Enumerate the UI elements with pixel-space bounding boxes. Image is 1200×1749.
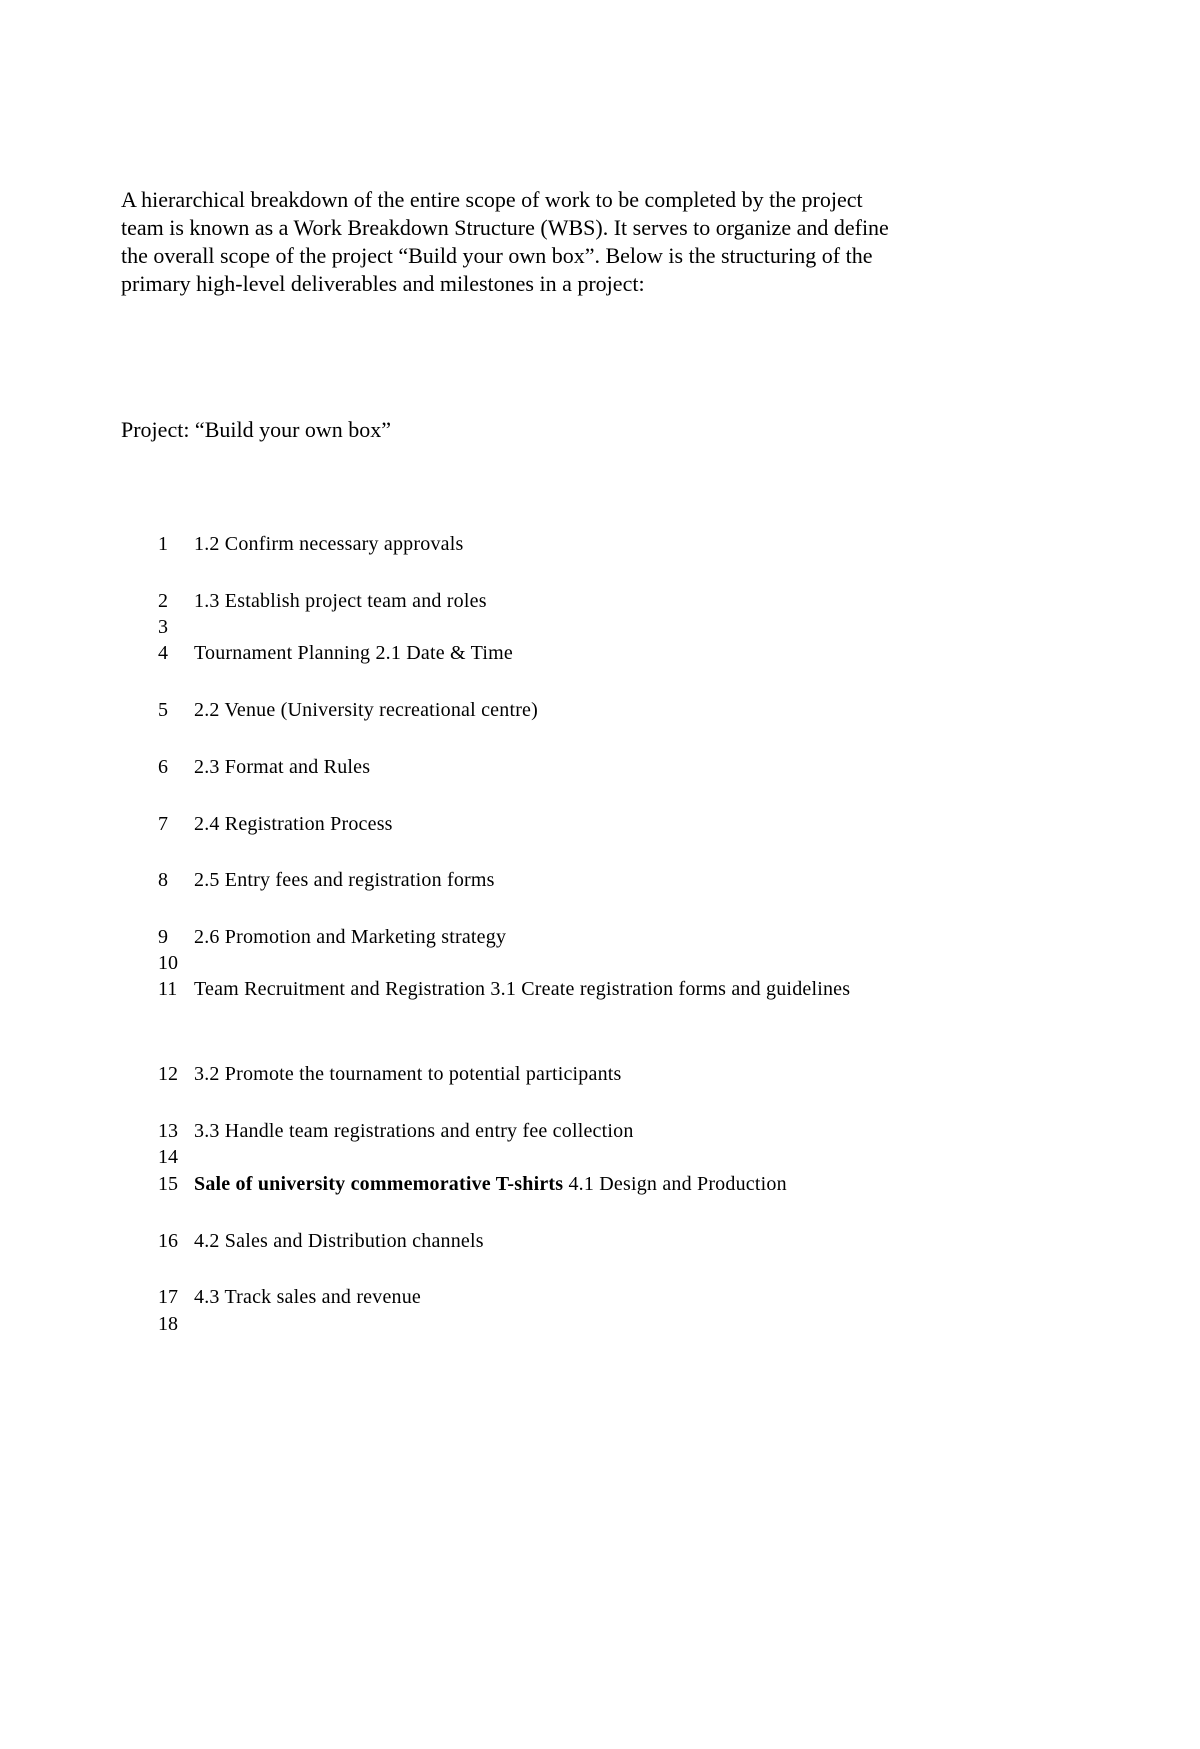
wbs-row-number: 4: [158, 642, 168, 664]
wbs-row-number: 14: [158, 1146, 178, 1168]
wbs-row-number: 1: [158, 533, 168, 555]
wbs-row-text: 1.2 Confirm necessary approvals: [194, 533, 464, 555]
wbs-row-text: 1.3 Establish project team and roles: [194, 590, 487, 612]
wbs-row-number: 16: [158, 1230, 178, 1252]
wbs-row-text: 2.5 Entry fees and registration forms: [194, 869, 495, 891]
wbs-row-number: 13: [158, 1120, 178, 1142]
wbs-row-text: Team Recruitment and Registration 3.1 Create registration forms and guidelines: [194, 978, 851, 1000]
wbs-row-number: 7: [158, 813, 168, 835]
wbs-row-number: 11: [158, 978, 178, 1000]
intro-paragraph: A hierarchical breakdown of the entire scope of work to be completed by the project team is known as a Work Breakdown Structure (WBS). It serves to organize and define the overall scope of the project “Build your own box”. Below is the structuring of the primary high-level deliverables and milestones in a project:: [121, 187, 889, 296]
wbs-row-number: 3: [158, 616, 168, 638]
wbs-row-number: 15: [158, 1173, 178, 1195]
wbs-row-text: 3.2 Promote the tournament to potential participants: [194, 1063, 622, 1085]
wbs-row-text: 4.2 Sales and Distribution channels: [194, 1230, 484, 1252]
project-title-line: Project: “Build your own box”: [121, 417, 392, 442]
wbs-row-text: 4.3 Track sales and revenue: [194, 1286, 422, 1308]
wbs-row-number: 17: [158, 1286, 178, 1308]
wbs-row-number: 5: [158, 699, 168, 721]
wbs-row-number: 9: [158, 926, 168, 948]
wbs-row-text: 3.3 Handle team registrations and entry fee collection: [194, 1120, 634, 1142]
wbs-row-number: 18: [158, 1313, 178, 1335]
wbs-row-number: 12: [158, 1063, 178, 1085]
wbs-row-bold-heading: Sale of university commemorative T-shirts: [194, 1173, 564, 1195]
wbs-row-number: 2: [158, 590, 168, 612]
wbs-row-text: 2.3 Format and Rules: [194, 756, 371, 778]
wbs-row-text: 2.6 Promotion and Marketing strategy: [194, 926, 507, 948]
wbs-row-number: 10: [158, 952, 178, 974]
wbs-row-text: 2.2 Venue (University recreational centre): [194, 699, 538, 721]
wbs-row-text: 2.4 Registration Process: [194, 813, 393, 835]
wbs-row-text-remainder: 4.1 Design and Production: [563, 1173, 787, 1195]
wbs-row-text: Tournament Planning 2.1 Date & Time: [194, 642, 513, 664]
wbs-row-number: 8: [158, 869, 168, 891]
wbs-row-number: 6: [158, 756, 168, 778]
wbs-row-text: [194, 1170, 894, 1198]
